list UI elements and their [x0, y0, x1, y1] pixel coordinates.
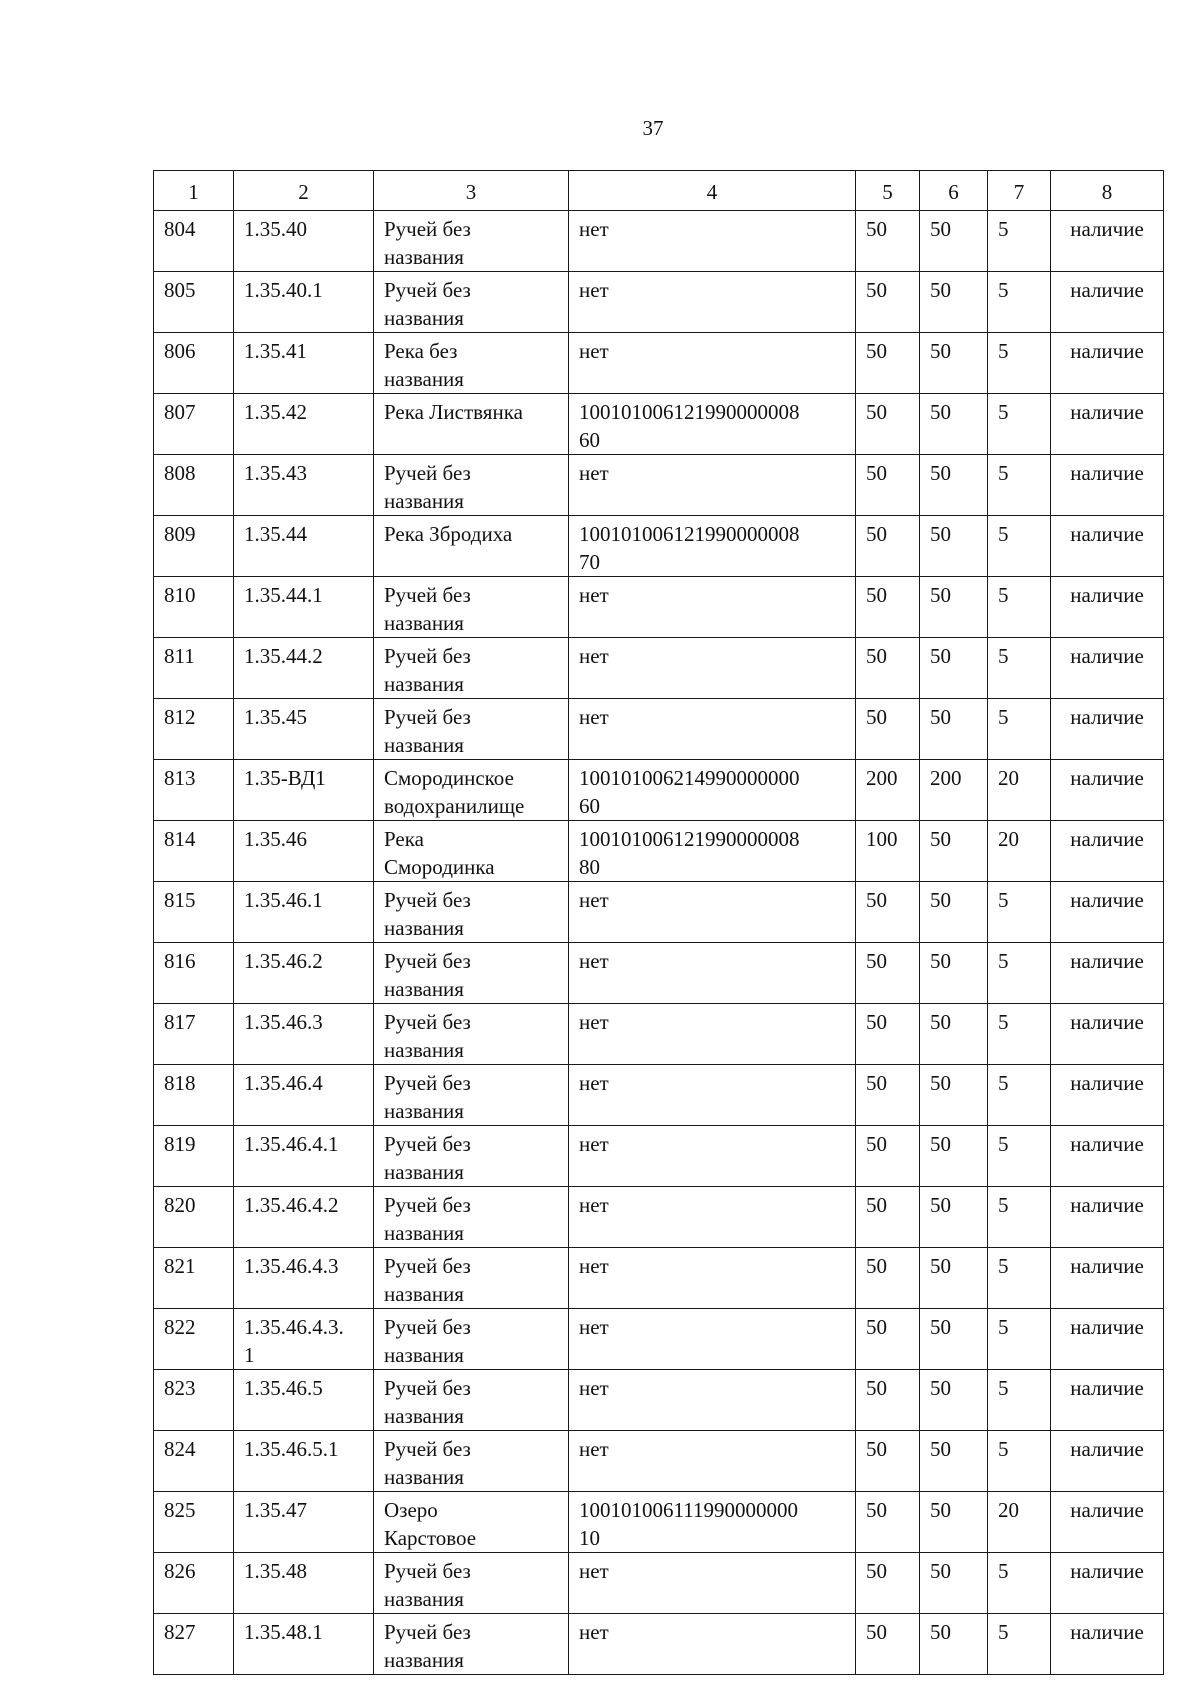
row-number-cell: 814	[154, 821, 234, 882]
code-cell: 1.35.46	[234, 821, 374, 882]
column-5-cell: 50	[856, 1248, 920, 1309]
table-row	[154, 333, 1164, 394]
table-header	[154, 171, 1164, 211]
registry-id-cell: нет	[569, 455, 856, 516]
registry-id-cell: нет	[569, 1065, 856, 1126]
water-body-name-cell: Ручей без названия	[374, 1248, 569, 1309]
column-6-cell: 50	[920, 394, 988, 455]
status-cell: наличие	[1051, 272, 1164, 333]
table-row	[154, 211, 1164, 272]
column-5-cell: 50	[856, 455, 920, 516]
code-cell: 1.35.46.4.1	[234, 1126, 374, 1187]
column-5-cell: 50	[856, 1431, 920, 1492]
code-cell: 1.35.41	[234, 333, 374, 394]
table-row	[154, 1065, 1164, 1126]
code-cell: 1.35.48.1	[234, 1614, 374, 1675]
status-cell: наличие	[1051, 1553, 1164, 1614]
column-7-cell: 5	[988, 1065, 1051, 1126]
table-row	[154, 1431, 1164, 1492]
column-5-cell: 50	[856, 638, 920, 699]
header-cell-2: 2	[234, 171, 374, 211]
header-cell-4: 4	[569, 171, 856, 211]
water-body-name-cell: Ручей без названия	[374, 1187, 569, 1248]
column-7-cell: 5	[988, 333, 1051, 394]
row-number-cell: 808	[154, 455, 234, 516]
column-7-cell: 20	[988, 1492, 1051, 1553]
column-7-cell: 5	[988, 1614, 1051, 1675]
water-body-name-cell: Река Листвянка	[374, 394, 569, 455]
page-number: 37	[642, 116, 664, 140]
column-5-cell: 50	[856, 1065, 920, 1126]
row-number-cell: 812	[154, 699, 234, 760]
row-number-cell: 806	[154, 333, 234, 394]
registry-id-cell: нет	[569, 1004, 856, 1065]
table-body	[154, 211, 1164, 1675]
status-cell: наличие	[1051, 699, 1164, 760]
status-cell: наличие	[1051, 394, 1164, 455]
row-number-cell: 823	[154, 1370, 234, 1431]
registry-id-cell: нет	[569, 577, 856, 638]
column-7-cell: 5	[988, 455, 1051, 516]
water-body-name-cell: Ручей без названия	[374, 1004, 569, 1065]
column-6-cell: 50	[920, 1004, 988, 1065]
column-6-cell: 50	[920, 1187, 988, 1248]
water-body-name-cell: Ручей без названия	[374, 882, 569, 943]
registry-id-cell: нет	[569, 699, 856, 760]
row-number-cell: 825	[154, 1492, 234, 1553]
row-number-cell: 813	[154, 760, 234, 821]
code-cell: 1.35.46.1	[234, 882, 374, 943]
registry-id-cell: нет	[569, 1553, 856, 1614]
column-6-cell: 50	[920, 943, 988, 1004]
column-5-cell: 50	[856, 516, 920, 577]
column-7-cell: 5	[988, 516, 1051, 577]
row-number-cell: 817	[154, 1004, 234, 1065]
column-6-cell: 50	[920, 272, 988, 333]
column-7-cell: 5	[988, 1248, 1051, 1309]
column-5-cell: 50	[856, 1553, 920, 1614]
status-cell: наличие	[1051, 1248, 1164, 1309]
header-cell-7: 7	[988, 171, 1051, 211]
column-6-cell: 200	[920, 760, 988, 821]
column-6-cell: 50	[920, 821, 988, 882]
water-body-name-cell: Ручей без названия	[374, 1614, 569, 1675]
row-number-cell: 827	[154, 1614, 234, 1675]
header-row	[154, 171, 1164, 211]
water-body-name-cell: Ручей без названия	[374, 1065, 569, 1126]
column-7-cell: 20	[988, 760, 1051, 821]
header-cell-1: 1	[154, 171, 234, 211]
column-7-cell: 5	[988, 577, 1051, 638]
column-7-cell: 5	[988, 1126, 1051, 1187]
code-cell: 1.35.47	[234, 1492, 374, 1553]
table-row	[154, 1492, 1164, 1553]
water-body-name-cell: Ручей без названия	[374, 1553, 569, 1614]
code-cell: 1.35.46.4	[234, 1065, 374, 1126]
registry-id-cell: 100101006111990000000 10	[569, 1492, 856, 1553]
table-row	[154, 1187, 1164, 1248]
table-row	[154, 394, 1164, 455]
row-number-cell: 816	[154, 943, 234, 1004]
row-number-cell: 818	[154, 1065, 234, 1126]
column-5-cell: 50	[856, 211, 920, 272]
row-number-cell: 815	[154, 882, 234, 943]
column-5-cell: 50	[856, 1004, 920, 1065]
column-5-cell: 50	[856, 394, 920, 455]
registry-id-cell: нет	[569, 943, 856, 1004]
registry-id-cell: 100101006214990000000 60	[569, 760, 856, 821]
header-cell-6: 6	[920, 171, 988, 211]
column-6-cell: 50	[920, 1126, 988, 1187]
table-row	[154, 821, 1164, 882]
row-number-cell: 822	[154, 1309, 234, 1370]
column-5-cell: 50	[856, 699, 920, 760]
status-cell: наличие	[1051, 211, 1164, 272]
code-cell: 1.35.44.2	[234, 638, 374, 699]
status-cell: наличие	[1051, 1309, 1164, 1370]
column-7-cell: 5	[988, 1187, 1051, 1248]
table-row	[154, 1248, 1164, 1309]
column-7-cell: 5	[988, 1431, 1051, 1492]
status-cell: наличие	[1051, 821, 1164, 882]
status-cell: наличие	[1051, 882, 1164, 943]
column-7-cell: 5	[988, 882, 1051, 943]
row-number-cell: 811	[154, 638, 234, 699]
column-7-cell: 5	[988, 211, 1051, 272]
table-row	[154, 943, 1164, 1004]
code-cell: 1.35.42	[234, 394, 374, 455]
status-cell: наличие	[1051, 1614, 1164, 1675]
registry-id-cell: нет	[569, 211, 856, 272]
column-6-cell: 50	[920, 699, 988, 760]
table-row	[154, 638, 1164, 699]
column-7-cell: 5	[988, 394, 1051, 455]
code-cell: 1.35.44	[234, 516, 374, 577]
column-7-cell: 5	[988, 1309, 1051, 1370]
status-cell: наличие	[1051, 760, 1164, 821]
header-cell-8: 8	[1051, 171, 1164, 211]
registry-id-cell: нет	[569, 1187, 856, 1248]
code-cell: 1.35.46.5	[234, 1370, 374, 1431]
table-row	[154, 577, 1164, 638]
registry-id-cell: 100101006121990000008 80	[569, 821, 856, 882]
status-cell: наличие	[1051, 516, 1164, 577]
status-cell: наличие	[1051, 1065, 1164, 1126]
table-row	[154, 455, 1164, 516]
column-5-cell: 50	[856, 272, 920, 333]
water-objects-table-container	[153, 170, 1163, 1675]
code-cell: 1.35.40	[234, 211, 374, 272]
table-row	[154, 1004, 1164, 1065]
status-cell: наличие	[1051, 638, 1164, 699]
column-6-cell: 50	[920, 1309, 988, 1370]
registry-id-cell: нет	[569, 1126, 856, 1187]
water-body-name-cell: Ручей без названия	[374, 272, 569, 333]
column-6-cell: 50	[920, 455, 988, 516]
table-row	[154, 1370, 1164, 1431]
registry-id-cell: нет	[569, 1309, 856, 1370]
status-cell: наличие	[1051, 577, 1164, 638]
registry-id-cell: нет	[569, 272, 856, 333]
row-number-cell: 805	[154, 272, 234, 333]
status-cell: наличие	[1051, 333, 1164, 394]
status-cell: наличие	[1051, 1004, 1164, 1065]
column-6-cell: 50	[920, 1065, 988, 1126]
column-5-cell: 50	[856, 333, 920, 394]
column-5-cell: 50	[856, 1370, 920, 1431]
column-6-cell: 50	[920, 577, 988, 638]
column-6-cell: 50	[920, 516, 988, 577]
column-5-cell: 50	[856, 1492, 920, 1553]
code-cell: 1.35.46.3	[234, 1004, 374, 1065]
code-cell: 1.35.46.2	[234, 943, 374, 1004]
column-6-cell: 50	[920, 638, 988, 699]
code-cell: 1.35.46.5.1	[234, 1431, 374, 1492]
code-cell: 1.35-ВД1	[234, 760, 374, 821]
status-cell: наличие	[1051, 1126, 1164, 1187]
column-7-cell: 5	[988, 272, 1051, 333]
status-cell: наличие	[1051, 1492, 1164, 1553]
row-number-cell: 809	[154, 516, 234, 577]
water-body-name-cell: Озеро Карстовое	[374, 1492, 569, 1553]
water-body-name-cell: Ручей без названия	[374, 638, 569, 699]
registry-id-cell: нет	[569, 882, 856, 943]
water-body-name-cell: Ручей без названия	[374, 455, 569, 516]
code-cell: 1.35.46.4.3. 1	[234, 1309, 374, 1370]
status-cell: наличие	[1051, 943, 1164, 1004]
table-row	[154, 1614, 1164, 1675]
registry-id-cell: нет	[569, 1614, 856, 1675]
column-5-cell: 50	[856, 1126, 920, 1187]
column-7-cell: 5	[988, 943, 1051, 1004]
water-body-name-cell: Река Збродиха	[374, 516, 569, 577]
status-cell: наличие	[1051, 1431, 1164, 1492]
water-body-name-cell: Ручей без названия	[374, 1126, 569, 1187]
table-row	[154, 1309, 1164, 1370]
column-6-cell: 50	[920, 1553, 988, 1614]
status-cell: наличие	[1051, 1370, 1164, 1431]
column-6-cell: 50	[920, 882, 988, 943]
column-6-cell: 50	[920, 1614, 988, 1675]
column-6-cell: 50	[920, 1370, 988, 1431]
registry-id-cell: 100101006121990000008 70	[569, 516, 856, 577]
column-5-cell: 50	[856, 1614, 920, 1675]
column-7-cell: 5	[988, 699, 1051, 760]
column-7-cell: 5	[988, 1004, 1051, 1065]
code-cell: 1.35.48	[234, 1553, 374, 1614]
row-number-cell: 810	[154, 577, 234, 638]
code-cell: 1.35.45	[234, 699, 374, 760]
table-row	[154, 1126, 1164, 1187]
code-cell: 1.35.46.4.3	[234, 1248, 374, 1309]
water-body-name-cell: Ручей без названия	[374, 577, 569, 638]
row-number-cell: 804	[154, 211, 234, 272]
registry-id-cell: нет	[569, 333, 856, 394]
table-row	[154, 516, 1164, 577]
column-6-cell: 50	[920, 211, 988, 272]
water-body-name-cell: Ручей без названия	[374, 699, 569, 760]
column-7-cell: 5	[988, 638, 1051, 699]
registry-id-cell: нет	[569, 1370, 856, 1431]
column-6-cell: 50	[920, 1431, 988, 1492]
status-cell: наличие	[1051, 1187, 1164, 1248]
table-row	[154, 760, 1164, 821]
table-row	[154, 1553, 1164, 1614]
column-6-cell: 50	[920, 1248, 988, 1309]
row-number-cell: 824	[154, 1431, 234, 1492]
table-row	[154, 272, 1164, 333]
water-body-name-cell: Ручей без названия	[374, 211, 569, 272]
water-body-name-cell: Ручей без названия	[374, 1370, 569, 1431]
column-5-cell: 50	[856, 1309, 920, 1370]
column-7-cell: 20	[988, 821, 1051, 882]
header-cell-3: 3	[374, 171, 569, 211]
status-cell: наличие	[1051, 455, 1164, 516]
row-number-cell: 821	[154, 1248, 234, 1309]
column-5-cell: 200	[856, 760, 920, 821]
column-5-cell: 50	[856, 1187, 920, 1248]
water-body-name-cell: Смородинское водохранилище	[374, 760, 569, 821]
water-body-name-cell: Река Смородинка	[374, 821, 569, 882]
registry-id-cell: нет	[569, 1431, 856, 1492]
row-number-cell: 820	[154, 1187, 234, 1248]
water-body-name-cell: Река без названия	[374, 333, 569, 394]
column-5-cell: 50	[856, 577, 920, 638]
column-5-cell: 100	[856, 821, 920, 882]
table-row	[154, 882, 1164, 943]
code-cell: 1.35.46.4.2	[234, 1187, 374, 1248]
registry-id-cell: нет	[569, 1248, 856, 1309]
water-body-name-cell: Ручей без названия	[374, 943, 569, 1004]
column-5-cell: 50	[856, 943, 920, 1004]
code-cell: 1.35.43	[234, 455, 374, 516]
column-6-cell: 50	[920, 1492, 988, 1553]
table-row	[154, 699, 1164, 760]
column-7-cell: 5	[988, 1370, 1051, 1431]
code-cell: 1.35.40.1	[234, 272, 374, 333]
column-7-cell: 5	[988, 1553, 1051, 1614]
row-number-cell: 819	[154, 1126, 234, 1187]
water-body-name-cell: Ручей без названия	[374, 1309, 569, 1370]
water-objects-table	[153, 170, 1164, 1675]
registry-id-cell: 100101006121990000008 60	[569, 394, 856, 455]
registry-id-cell: нет	[569, 638, 856, 699]
column-6-cell: 50	[920, 333, 988, 394]
header-cell-5: 5	[856, 171, 920, 211]
row-number-cell: 807	[154, 394, 234, 455]
row-number-cell: 826	[154, 1553, 234, 1614]
water-body-name-cell: Ручей без названия	[374, 1431, 569, 1492]
code-cell: 1.35.44.1	[234, 577, 374, 638]
column-5-cell: 50	[856, 882, 920, 943]
